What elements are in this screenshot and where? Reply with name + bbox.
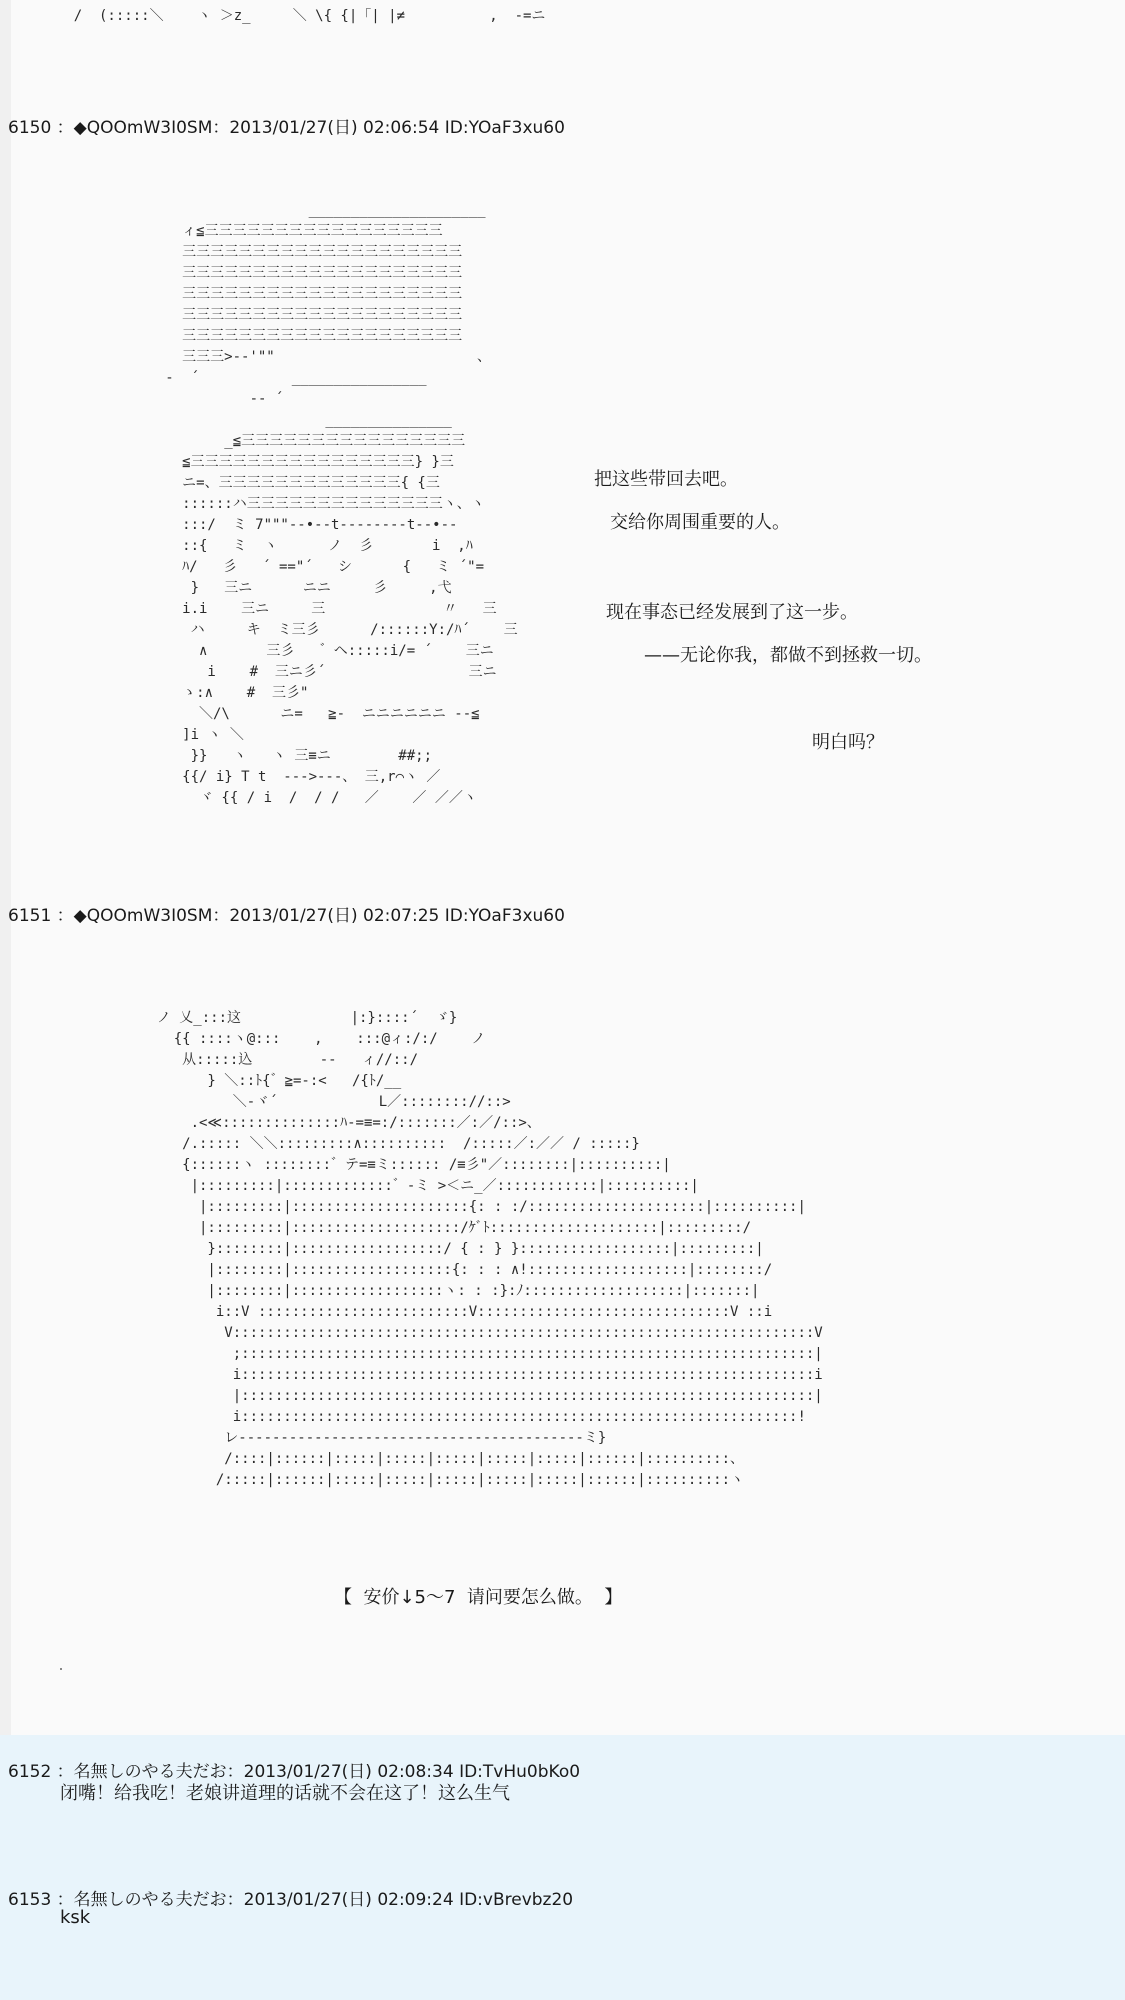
post-6150-line-3: 现在事态已经发展到了这一步。 (606, 602, 858, 623)
post-6151-ascii-art: ノ 乂_:::这 |:}::::´ ゞ} {{ ::::ヽ@::: , :::@ィ:/:/ ノ 从:::::込 ‐‐ ィ//::/ } ＼::ﾄ{゛≧=-:< /{ﾄ/__ ＼‐ヾ´ L／:::::::://::> .<≪::::::::::::::ﾊ-=≡=:/:::::::／:／/::>、 /.::::: ＼＼:::::::::∧:::::::::: /:::::／:／／ / :::::} {::::::ヽ ::::::::゛テ=≡ミ:::::: /≡彡"／::::::::|::::::::::| |:::::::::|:::::::::::::゛‐ミ >＜ニ_／::::::::::::|::::::::::| |:::::::::|:::::::::::::::::::::{: : :/:::::::::::::::::::::|::::::::::| |:::::::::|::::::::::::::::::::/ｹﾞﾄ::::::::::::::::::::|:::::::::/ }::::::::|::::::::::::::::::/ { : } }::::::::::::::::::|:::::::::| |::::::::|:::::::::::::::::::{: : : ∧!:::::::::::::::::::|::::::::/ |::::::::|::::::::::::::::::ヽ: : :}:ﾉ:::::::::::::::::::|:::::::| i::V :::::::::::::::::::::::::V::::::::::::::::::::::::::::::V ::i V:::::::::::::::::::::::::::::::::::::::::::::::::::::::::::::::::::::V ;::::::::::::::::::::::::::::::::::::::::::::::::::::::::::::::::::::| i::::::::::::::::::::::::::::::::::::::::::::::::::::::::::::::::::::i |::::::::::::::::::::::::::::::::::::::::::::::::::::::::::::::::::::| i::::::::::::::::::::::::::::::::::::::::::::::::::::::::::::::::::! レ‐‐‐‐‐‐‐‐‐‐‐‐‐‐‐‐‐‐‐‐‐‐‐‐‐‐‐‐‐‐‐‐‐‐‐‐‐‐‐‐‐ミ} /::::|::::::|:::::|:::::|:::::|:::::|:::::|::::::|::::::::::、 /:::::|::::::|:::::|:::::|:::::|:::::|:::::|::::::|::::::::::ヽ (156, 1010, 823, 1488)
post-6150-line-1: 把这些带回去吧。 (594, 469, 738, 490)
post-header-6151: 6151 ：◆QOOmW3I0SM：2013/01/27(日) 02:07:25 ID:YOaF3xu60 (8, 906, 565, 926)
reply-body-6153: ksk (60, 1907, 91, 1928)
reply-header-6153: 6153 ：名無しのやる夫だお：2013/01/27(日) 02:09:24 ID:vBrevbz20 (8, 1890, 574, 1910)
post-6150-line-2: 交给你周围重要的人。 (610, 512, 790, 533)
post-6151-caption: 【 安价↓5～7 请问要怎么做。 】 (334, 1587, 623, 1608)
post-header-6150: 6150 ：◆QOOmW3I0SM：2013/01/27(日) 02:06:54 ID:YOaF3xu60 (8, 118, 565, 138)
stray-dot (60, 1668, 62, 1670)
post-6150-line-4: ——无论你我，都做不到拯救一切。 (644, 645, 932, 666)
left-margin-strip (0, 0, 11, 1735)
reply-body-6152: 闭嘴！给我吃！老娘讲道理的话就不会在这了！这么生气 (60, 1783, 510, 1804)
post-6150-ascii-art: _____________________ ィ≦三三三三三三三三三三三三三三三三三 三三三三三三三三三三三三三三三三三三三三 三三三三三三三三三三三三三三三三三三三三 三三三三三三三三三三三三三三三三三三三三 三三三三三三三三三三三三三三三三三三三三 三三三三三三三三三三三三三三三三三三三三 三三三>-‐'"" 、 ‐ ´ ________________ ‐‐ ´ _______________ _≦三三三三三三三三三三三三三三三三 ≦三三三三三三三三三三三三三三三三} }三 ニ=、三三三三三三三三三三三三三{ {三 ::::::ハ三三三三三三三三三三三三三三ヽ、ヽ :::/ ミ 7"""‐‐•‐‐t‐‐‐‐‐‐‐‐t‐‐•‐‐ ::{ ミ ヽ ノ 彡 i ,ﾊ ﾊ/ 彡 ´ =="´ シ { ミ ´"= } 三ニ ニニ 彡 ,弋 i.i 三ニ 三 〃 三 ハ キ ミ三彡 /::::::Y:/ﾊ´ 三 ∧ 三彡 ゛ヘ:::::i/= ´ 三ニ i # 三ニ彡´ 三ニ ゝ:∧ # 三彡" ＼/\ ニ= ≧‐ ニニニニニニ ‐‐≦ ]i ヽ ＼ }} ヽ ヽ 三≡ニ ##;; {{/ i} T t ‐‐‐>‐‐‐、 三,r⌒ヽ ／ ヾ {{ / i / / / ／ ／ ／／ヽ (165, 202, 518, 806)
post-6150-line-5: 明白吗？ (812, 732, 884, 753)
reply-header-6152: 6152 ：名無しのやる夫だお：2013/01/27(日) 02:08:34 ID:TvHu0bKo0 (8, 1762, 581, 1782)
top-ascii-art-fragment: / (:::::＼ ヽ ＞z_ ＼ \{ {|「| |≠ , -=ニ (40, 8, 546, 24)
